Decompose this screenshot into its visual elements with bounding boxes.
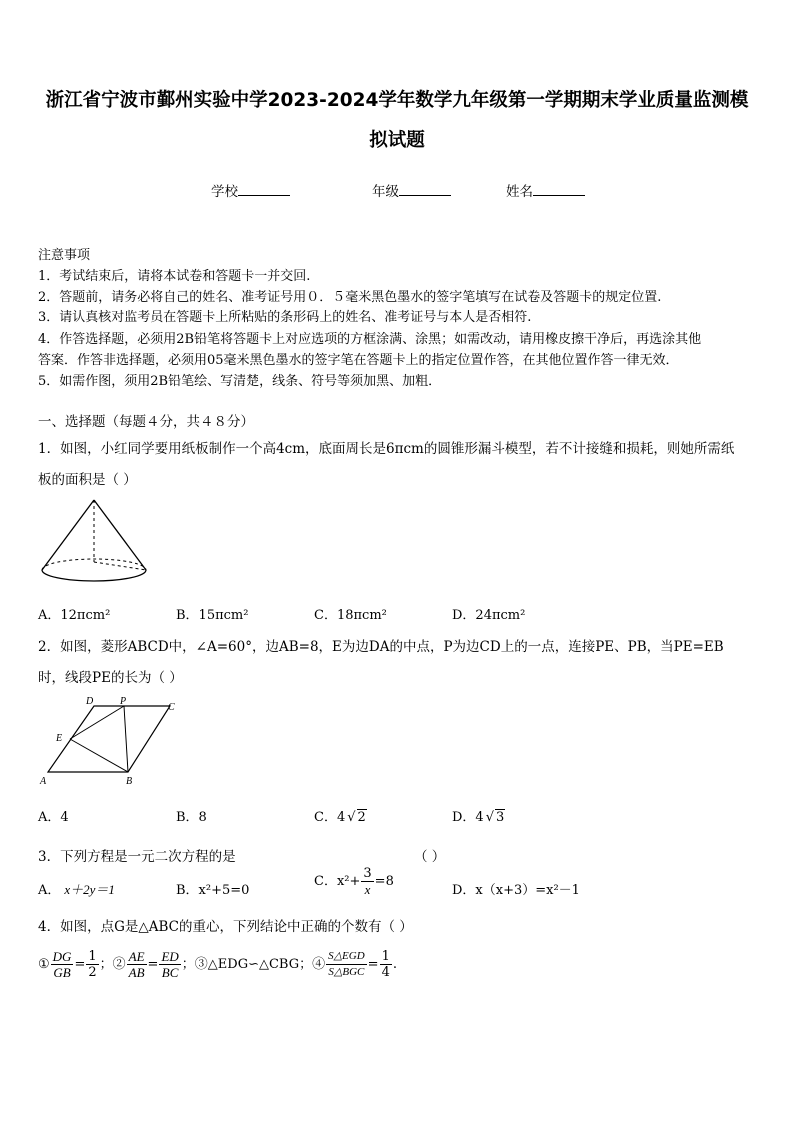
q2-option-d-label: D．4 <box>452 810 484 825</box>
notice-item: 3．请认真核对监考员在答题卡上所粘贴的条形码上的姓名、准考证号与本人是否相符. <box>38 310 532 325</box>
name-blank <box>533 183 585 196</box>
q3-option-c-tail: =8 <box>374 874 394 889</box>
fraction-one-half: $\frac{1}{2}$ <box>88 949 97 980</box>
q2-option-b: B．8 <box>176 810 207 825</box>
segment-pb <box>124 706 128 772</box>
q3-option-c-label: C．x²+ <box>314 874 361 889</box>
question-2-text: 2．如图，菱形ABCD中，∠A=60°，边AB=8，E为边DA的中点，P为边CD上的一点，连接PE、PB，当PE=EB <box>38 639 724 655</box>
name-label: 姓名 <box>506 184 533 200</box>
q1-option-b: B．15πcm² <box>176 608 249 623</box>
question-3-paren: （ ） <box>414 849 446 865</box>
cone-radius <box>94 562 146 570</box>
label-p: P <box>120 696 127 707</box>
q4-conclusions: ① $\frac{DG}{GB}$ = $\frac{1}{2}$ ；② $\frac{AE}{AB}$ = $\frac{ED}{BC}$ ；③△EDG∽△CBG；④ $\frac{\text{S△EGD}}{\text{S△BGC}}$ = $\frac{1}{4}$ . <box>38 949 397 980</box>
name-field <box>506 180 585 200</box>
q1-option-c: C．18πcm² <box>314 608 387 623</box>
q3-option-b: B．x²+5=0 <box>176 883 250 898</box>
notice-heading: 注意事项 <box>38 248 91 263</box>
q2-option-c-radicand: 2 <box>357 810 366 825</box>
grade-field <box>372 180 451 200</box>
rhombus-abcd <box>48 706 170 772</box>
label-b: B <box>126 776 133 787</box>
segment-eb <box>70 739 128 772</box>
q2-option-d-radicand: 3 <box>496 810 505 825</box>
q1-option-d: D．24πcm² <box>452 608 526 623</box>
fraction-one-quarter: $\frac{1}{4}$ <box>381 949 390 980</box>
label-a: A <box>40 776 47 787</box>
sqrt-icon: √ <box>485 810 494 825</box>
question-3-text: 3．下列方程是一元二次方程的是 <box>38 849 236 865</box>
fraction-dg-gb: $\frac{DG}{GB}$ <box>52 949 72 980</box>
notice-item: 2．答题前，请务必将自己的姓名、准考证号用０．５毫米黑色墨水的签字笔填写在试卷及答题卡的规定位置. <box>38 290 662 305</box>
q3-option-a-label: A． <box>38 883 61 898</box>
sqrt-icon: √ <box>347 810 356 825</box>
question-1-text: 1．如图，小红同学要用纸板制作一个高4cm，底面周长是6πcm的圆锥形漏斗模型，若不计接缝和损耗，则她所需纸 <box>38 441 735 457</box>
school-field <box>211 180 290 200</box>
q3-option-a <box>38 879 115 898</box>
question-4-text: 4．如图，点G是△ABC的重心，下列结论中正确的个数有（ ） <box>38 919 413 935</box>
label-c: C <box>168 702 175 713</box>
q2-option-d <box>452 806 505 825</box>
label-e: E <box>56 733 63 744</box>
question-1-text-cont: 板的面积是（ ） <box>38 472 137 488</box>
section-title: 一、选择题（每题４分，共４８分） <box>38 414 254 430</box>
cone-base-front <box>42 570 146 581</box>
rhombus-figure <box>38 694 188 790</box>
cone-left-edge <box>42 500 94 570</box>
notice-item: 5．如需作图，须用2B铅笔绘、写清楚，线条、符号等须加黑、加粗． <box>38 374 442 389</box>
grade-blank <box>399 183 451 196</box>
grade-label: 年级 <box>372 184 399 200</box>
q3-option-a-math: x＋2y＝1 <box>64 882 115 897</box>
page-title-line2: 拟试题 <box>369 130 425 151</box>
notice-item: 1．考试结束后，请将本试卷和答题卡一并交回. <box>38 269 311 284</box>
label-d: D <box>86 696 94 707</box>
q2-option-c <box>314 806 367 825</box>
notice-item: 4．作答选择题，必须用2B铅笔将答题卡上对应选项的方框涂满、涂黑；如需改动，请用橡皮擦干净后，再选涂其他 <box>38 332 702 347</box>
q3-option-c-fraction: $\frac{3}{x}$ <box>363 866 372 897</box>
school-blank <box>238 183 290 196</box>
q1-option-a: A．12πcm² <box>38 608 111 623</box>
segment-pe <box>70 706 124 739</box>
school-label: 学校 <box>211 184 238 200</box>
q3-option-c <box>314 866 394 897</box>
page-title-line1: 浙江省宁波市鄞州实验中学2023-2024学年数学九年级第一学期期末学业质量监测模 <box>45 90 749 111</box>
fraction-ae-ab: $\frac{AE}{AB}$ <box>128 949 145 980</box>
cone-figure <box>38 495 153 590</box>
notice-item: 答案．作答非选择题，必须用05毫米黑色墨水的签字笔在答题卡上的指定位置作答，在其他位置作答一律无效． <box>38 353 679 368</box>
q3-option-d: D．x（x+3）=x²－1 <box>452 883 580 898</box>
question-2-text-cont: 时，线段PE的长为（ ） <box>38 670 183 686</box>
q2-option-c-label: C．4 <box>314 810 346 825</box>
fraction-ed-bc: $\frac{ED}{BC}$ <box>161 949 179 980</box>
q2-option-a: A．4 <box>38 810 69 825</box>
fraction-area-ratio: $\frac{\text{S△EGD}}{\text{S△BGC}}$ <box>328 950 365 978</box>
